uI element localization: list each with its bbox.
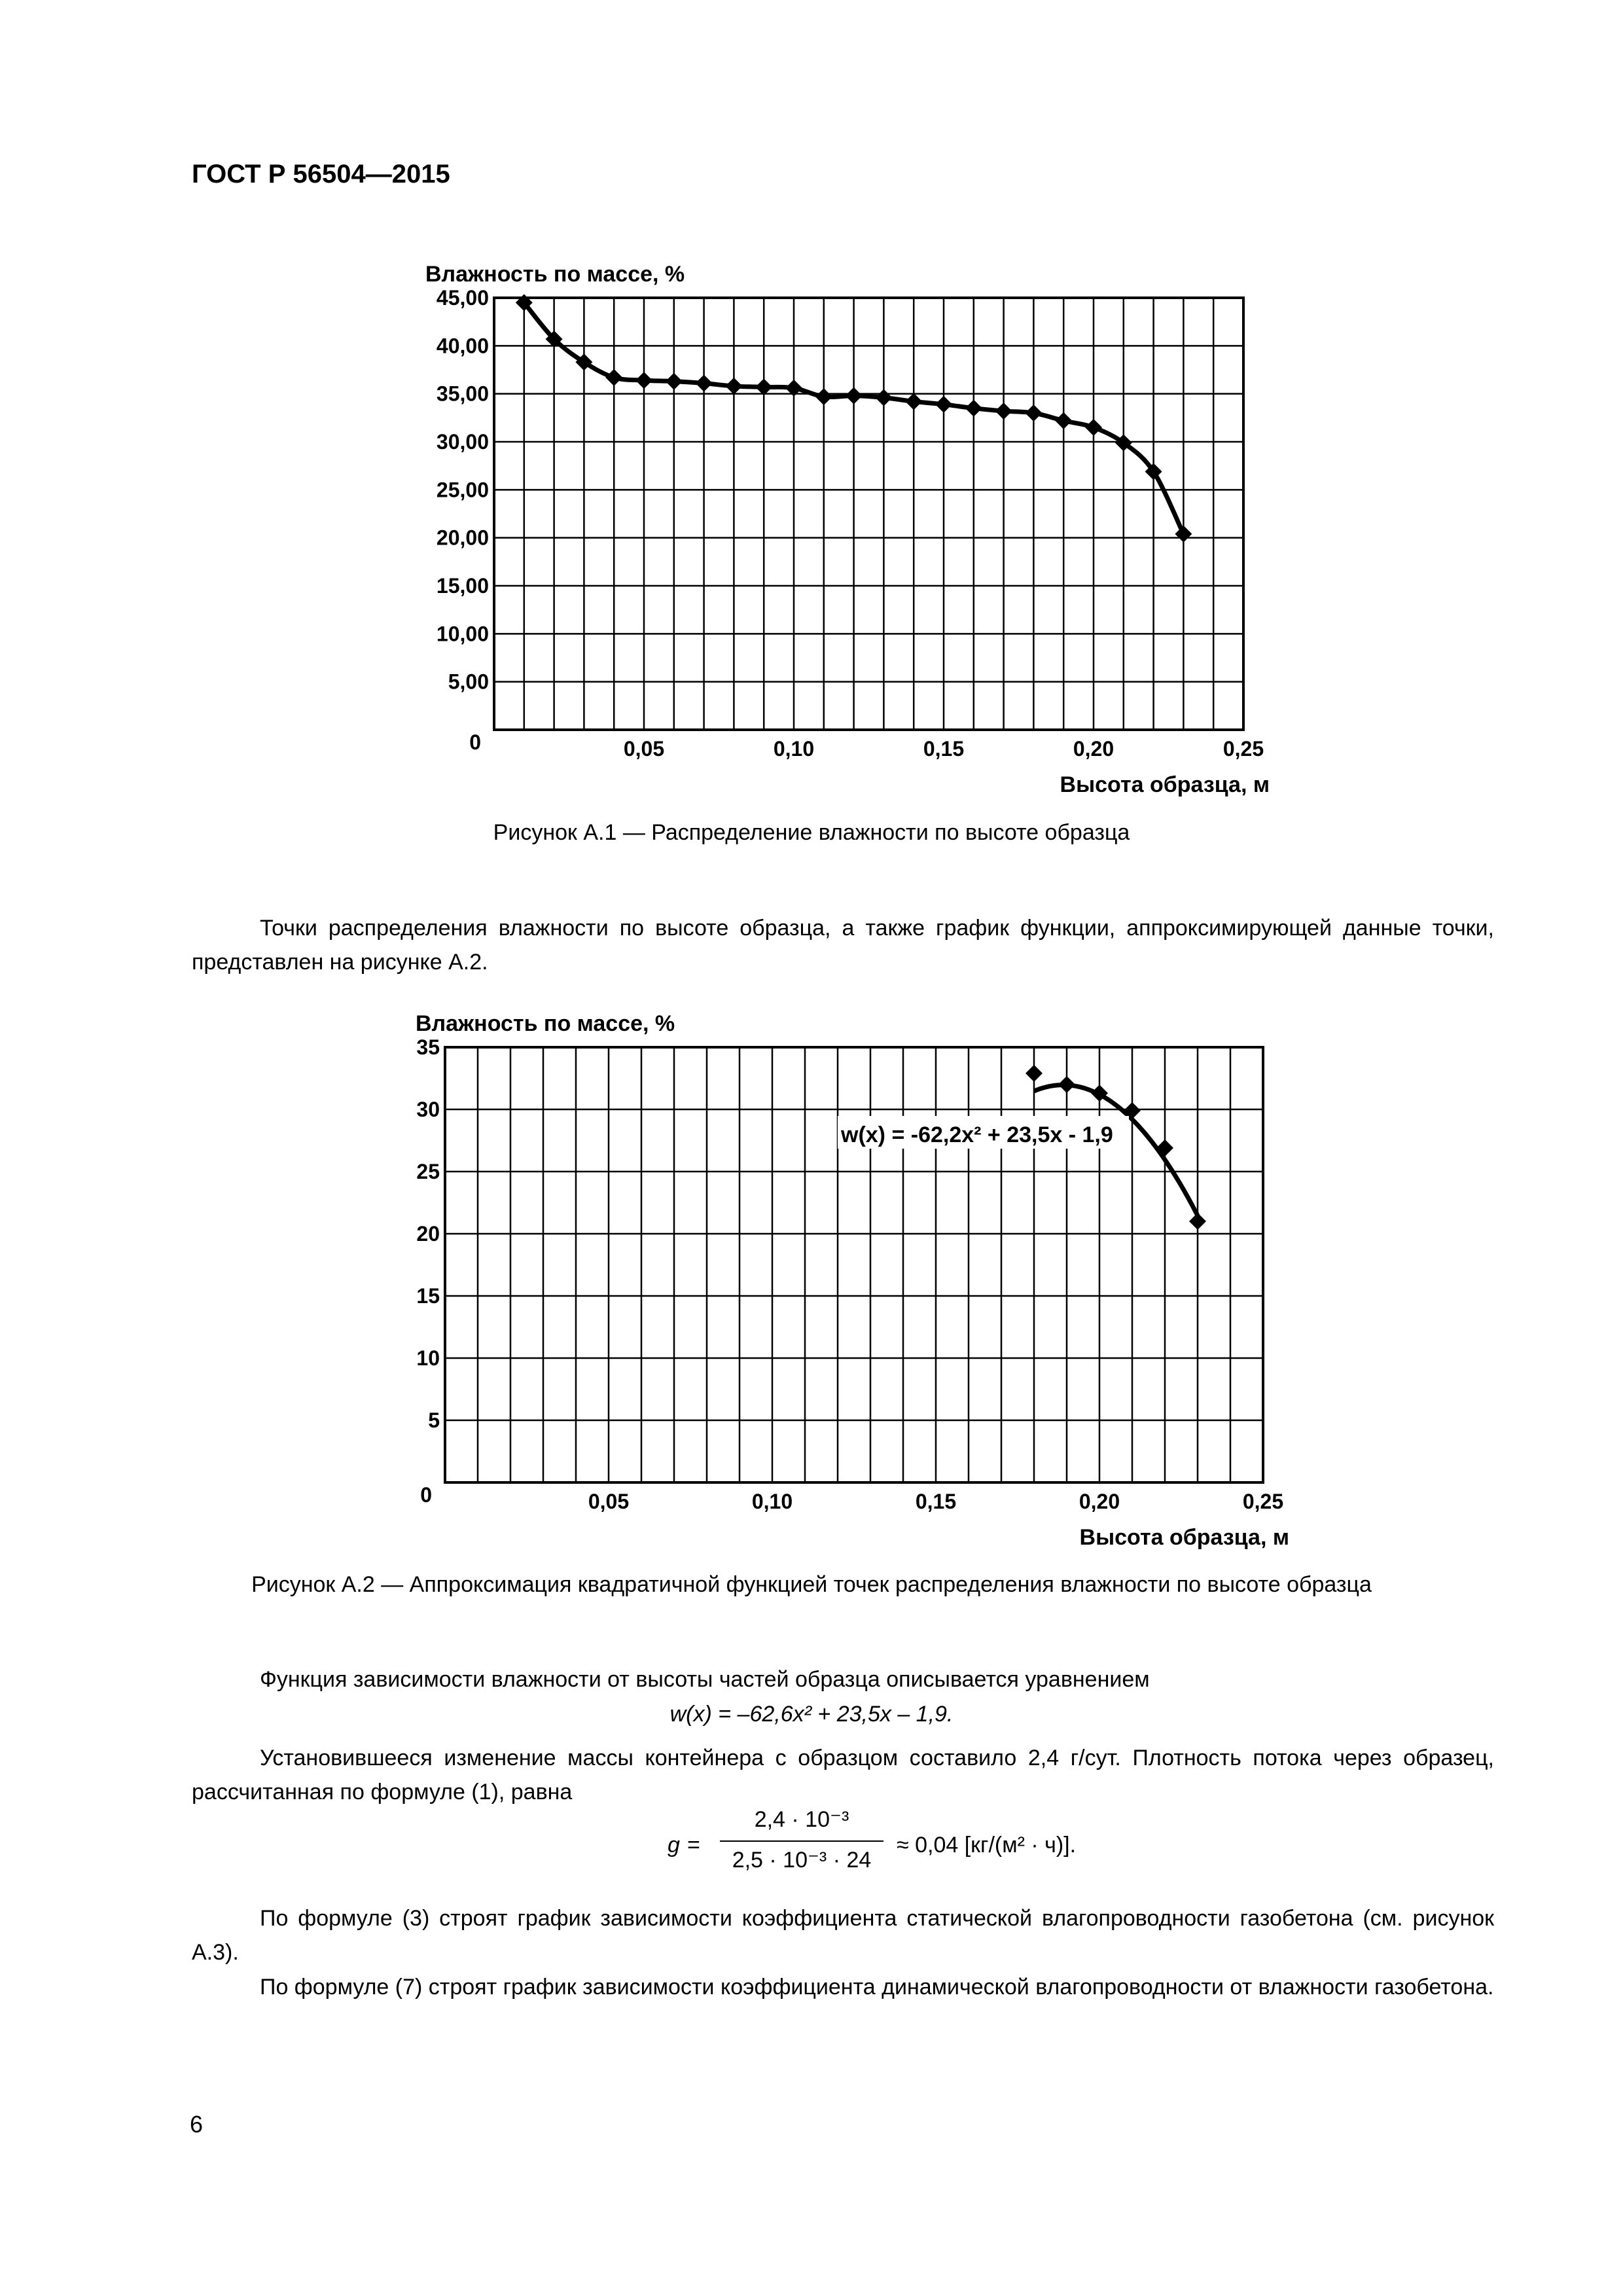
y-axis-title: Влажность по массе, % [425,262,685,287]
y-tick-label: 35,00 [436,382,489,406]
fit-curve [1034,1085,1198,1216]
data-point-marker [635,372,652,389]
x-tick-label: 0,20 [1073,737,1115,761]
data-point-marker [1189,1213,1206,1230]
formula-g-equals: = [687,1833,700,1857]
data-point-marker [875,389,892,406]
data-point-marker [1058,1076,1075,1093]
x-axis-title: Высота образца, м [1060,772,1270,797]
plot-frame [445,1047,1263,1482]
x-tick-label: 0,10 [773,737,815,761]
y-tick-label: 15,00 [436,574,489,598]
data-point-marker [965,400,982,417]
figure-2-chart [366,988,1289,1551]
y-axis-title: Влажность по массе, % [416,1011,675,1036]
data-point-marker [1085,419,1102,436]
chart-2-svg [366,988,1289,1551]
y-tick-label: 10 [416,1346,440,1370]
y-tick-label: 20 [416,1222,440,1246]
y-tick-label: 5 [428,1408,440,1432]
equation-w [0,1702,1623,1727]
figure-1-chart [366,242,1289,812]
y-tick-label: 40,00 [436,334,489,358]
x-tick-label: 0,15 [923,737,965,761]
y-tick-label: 0 [469,730,481,754]
formula-g-denominator: 2,5 · 10⁻³ · 24 [732,1848,872,1873]
x-tick-label: 0,25 [1222,737,1264,761]
formula-g-lhs: g [668,1833,680,1857]
data-point-marker [846,387,863,404]
y-tick-label: 35 [416,1035,440,1059]
data-point-marker [1055,412,1072,429]
y-tick-label: 10,00 [436,622,489,646]
y-tick-label: 0 [420,1483,432,1507]
data-point-marker [1025,404,1042,422]
plot-frame [494,298,1243,730]
y-tick-label: 20,00 [436,526,489,550]
document-header: ГОСТ Р 56504—2015 [192,160,450,188]
data-point-marker [815,388,832,405]
data-point-marker [605,369,622,386]
data-point-marker [666,373,683,390]
x-tick-label: 0,05 [623,737,665,761]
formula-g [654,1806,1113,1885]
paragraph-static-coefficient: По формуле (3) строят график зависимости коэффициента статической влагопроводности газобетона (см. рисунок А.3). [192,1906,1494,1965]
chart-1-svg [366,242,1289,812]
x-axis-title: Высота образца, м [1079,1525,1289,1550]
page-number: 6 [190,2111,204,2138]
formula-g-fraction-bar [720,1840,883,1842]
formula-g-result: ≈ 0,04 [кг/(м² · ч)]. [897,1833,1077,1857]
paragraph-dynamic-coefficient: По формуле (7) строят график зависимости коэффициента динамической влагопроводности от влажности газобетона. [260,1975,1494,2000]
y-tick-label: 30 [416,1098,440,1121]
formula-g-numerator: 2,4 · 10⁻³ [754,1807,849,1832]
data-point-marker [696,375,713,392]
data-point-marker [935,396,952,413]
y-tick-label: 45,00 [436,286,489,310]
data-point-marker [905,393,922,410]
paragraph-intro-figure-2: Точки распределения влажности по высоте образца, а также график функции, аппроксимирующей данные точки, представлен на рисунке А.2. [192,916,1494,975]
data-point-marker [1026,1065,1043,1082]
paragraph-flux-density: Установившееся изменение массы контейнера с образцом составило 2,4 г/сут. Плотность потока через образец, рассчитанная по формуле (1), равна [192,1746,1494,1804]
fit-equation-annotation: w(x) = -62,2x² + 23,5x - 1,9 [841,1122,1113,1147]
x-tick-label: 0,05 [588,1490,630,1513]
data-point-marker [995,403,1012,420]
paragraph-function-description: Функция зависимости влажности от высоты частей образца описывается уравнением [260,1667,1150,1692]
y-tick-label: 25,00 [436,478,489,502]
y-tick-label: 30,00 [436,430,489,454]
y-tick-label: 25 [416,1160,440,1183]
y-tick-label: 5,00 [448,670,489,694]
x-tick-label: 0,20 [1079,1490,1120,1513]
data-point-marker [725,378,742,395]
figure-1-caption: Рисунок А.1 — Распределение влажности по высоте образца [493,820,1130,845]
equation-w-text: w(x) = –62,6x² + 23,5x – 1,9. [669,1702,954,1727]
x-tick-label: 0,10 [751,1490,793,1513]
y-tick-label: 15 [416,1284,440,1308]
x-tick-label: 0,15 [915,1490,957,1513]
figure-2-caption: Рисунок А.2 — Аппроксимация квадратичной функцией точек распределения влажности по высоте образца [251,1572,1372,1597]
x-tick-label: 0,25 [1242,1490,1284,1513]
data-point-marker [1175,526,1192,543]
